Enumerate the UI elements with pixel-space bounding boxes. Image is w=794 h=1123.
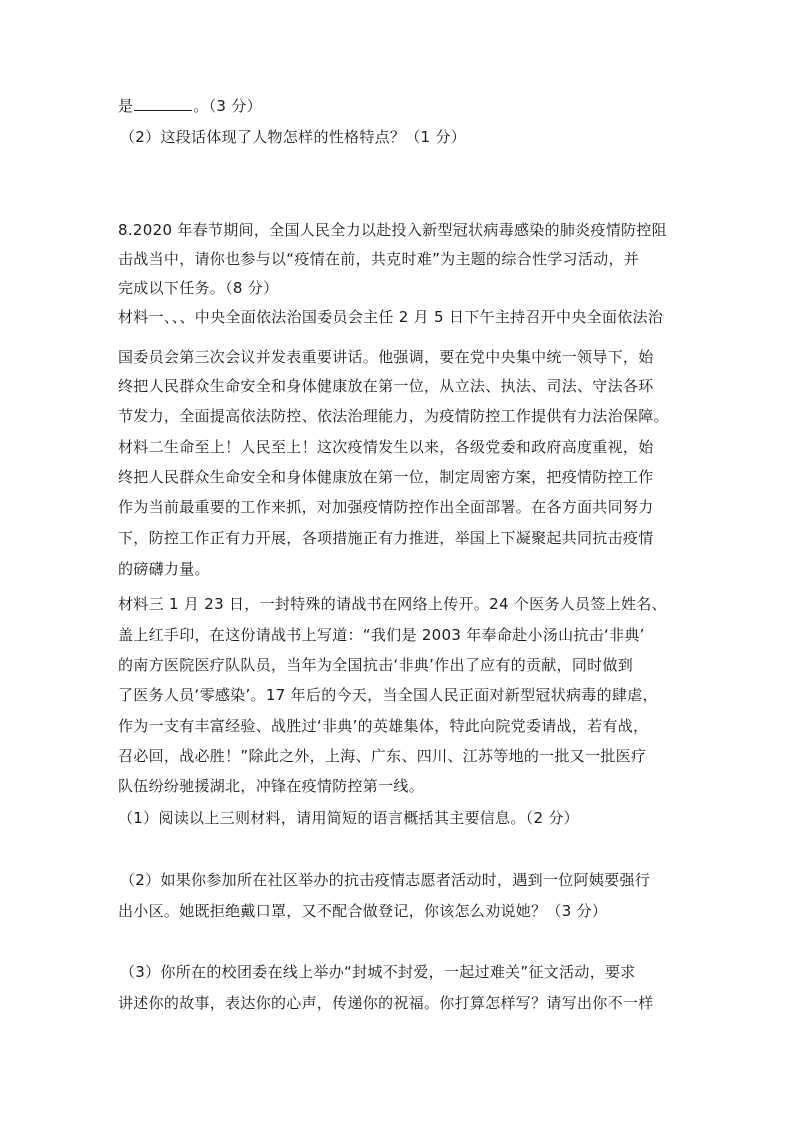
material-2-line-1: 材料二生命至上！人民至上！这次疫情发生以来，各级党委和政府高度重视，始 <box>118 438 654 456</box>
material-1-line-2: 国委员会第三次会议并发表重要讲话。他强调，要在党中央集中统一领导下，始 <box>118 348 654 366</box>
material-2-line-3: 作为当前最重要的工作来抓，对加强疫情防控作出全面部署。在各方面共同努力 <box>118 498 654 516</box>
question-2-line: （2）这段话体现了人物怎样的性格特点？（1 分） <box>120 128 467 146</box>
material-2-line-2: 终把人民群众生命安全和身体健康放在第一位，制定周密方案，把疫情防控工作 <box>118 468 654 486</box>
answer-line <box>118 96 678 116</box>
question-8-line-3: 完成以下任务。（8 分） <box>118 279 279 297</box>
question-8-line-2: 击战当中，请你也参与以“疫情在前，共克时难”为主题的综合性学习活动，并 <box>118 250 640 268</box>
sub-question-3-line-1: （3）你所在的校团委在线上举办“封城不封爱，一起过难关”征文活动，要求 <box>120 963 636 981</box>
material-3-line-1: 材料三 1 月 23 日，一封特殊的请战书在网络上传开。24 个医务人员签上姓名、 <box>118 595 667 613</box>
material-3-line-4: 了医务人员‘零感染’。17 年后的今天，当全国人民正面对新型冠状病毒的肆虐， <box>118 686 658 704</box>
sub-question-2-line-2: 出小区。她既拒绝戴口罩，又不配合做登记，你该怎么劝说她？（3 分） <box>118 902 608 920</box>
material-3-line-3: 的南方医院医疗队队员，当年为全国抗击‘非典’作出了应有的贡献，同时做到 <box>118 656 634 674</box>
material-1-line-3: 终把人民群众生命安全和身体健康放在第一位，从立法、执法、司法、守法各环 <box>118 377 654 395</box>
material-3-line-5: 作为一支有丰富经验、战胜过‘非典’的英雄集体，特此向院党委请战，若有战， <box>118 717 649 735</box>
material-3-line-7: 队伍纷纷驰援湖北，冲锋在疫情防控第一线。 <box>118 777 425 795</box>
material-3-line-2: 盖上红手印，在这份请战书上写道：“我们是 2003 年奉命赴小汤山抗击‘非典’ <box>118 626 645 644</box>
question-8-line-1: 8.2020 年春节期间，全国人民全力以赴投入新型冠状病毒感染的肺炎疫情防控阻 <box>118 221 667 239</box>
answer-prefix: 是 <box>118 97 134 115</box>
material-2-line-4: 下，防控工作正有力开展，各项措施正有力推进，举国上下凝聚起共同抗击疫情 <box>118 529 654 547</box>
sub-question-3-line-2: 讲述你的故事，表达你的心声，传递你的祝福。你打算怎样写？请写出你不一样 <box>118 994 654 1012</box>
material-1-line-4: 节发力，全面提高依法防控、依法治理能力，为疫情防控工作提供有力法治保障。 <box>118 407 669 425</box>
material-1-line-1: 材料一、、、中央全面依法治国委员会主任 2 月 5 日下午主持召开中央全面依法治 <box>118 308 664 326</box>
sub-question-2-line-1: （2）如果你参加所在社区举办的抗击疫情志愿者活动时，遇到一位阿姨要强行 <box>120 871 651 889</box>
material-3-line-6: 召必回，战必胜！”除此之外，上海、广东、四川、江苏等地的一批又一批医疗 <box>118 747 647 765</box>
material-2-line-5: 的磅礴力量。 <box>118 560 210 578</box>
answer-suffix: 。（3 分） <box>193 97 262 115</box>
answer-blank[interactable] <box>134 96 192 111</box>
sub-question-1: （1）阅读以上三则材料，请用简短的语言概括其主要信息。（2 分） <box>118 809 579 827</box>
